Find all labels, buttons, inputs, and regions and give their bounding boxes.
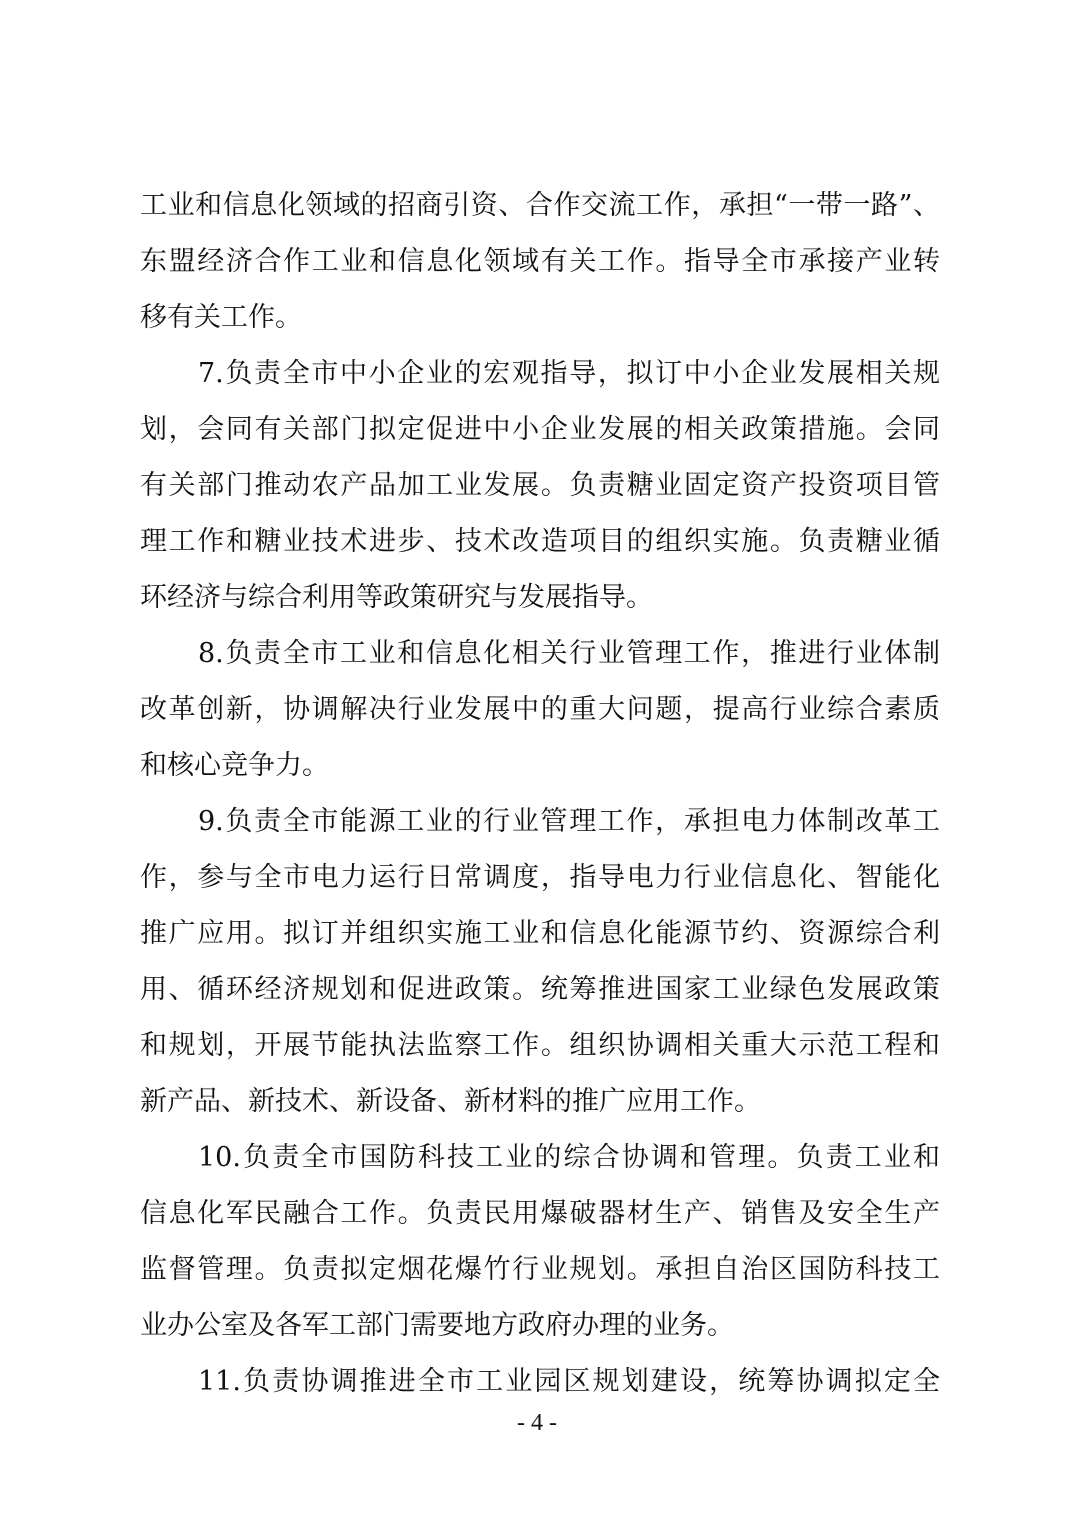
paragraph-first-line: 9.负责全市能源工业的行业管理工作，承担电力体制改革工 [198, 806, 940, 837]
paragraph-first-line: 7.负责全市中小企业的宏观指导，拟订中小企业发展相关规 [198, 358, 940, 389]
text-line: 推广应用。拟订并组织实施工业和信息化能源节约、资源综合利 [140, 918, 940, 949]
text-line: 环经济与综合利用等政策研究与发展指导。 [140, 582, 653, 613]
text-line: 和核心竞争力。 [140, 750, 329, 781]
text-line: 监督管理。负责拟定烟花爆竹行业规划。承担自治区国防科技工 [140, 1254, 940, 1285]
text-line: 理工作和糖业技术进步、技术改造项目的组织实施。负责糖业循 [140, 526, 940, 557]
text-line: 信息化军民融合工作。负责民用爆破器材生产、销售及安全生产 [140, 1198, 940, 1229]
paragraph-first-line: 10.负责全市国防科技工业的综合协调和管理。负责工业和 [198, 1142, 940, 1173]
text-line: 作，参与全市电力运行日常调度，指导电力行业信息化、智能化 [140, 862, 940, 893]
text-line: 移有关工作。 [140, 302, 302, 333]
text-line: 东盟经济合作工业和信息化领域有关工作。指导全市承接产业转 [140, 246, 940, 277]
text-line: 用、循环经济规划和促进政策。统筹推进国家工业绿色发展政策 [140, 974, 940, 1005]
text-line: 新产品、新技术、新设备、新材料的推广应用工作。 [140, 1086, 761, 1117]
paragraph-first-line: 8.负责全市工业和信息化相关行业管理工作，推进行业体制 [198, 638, 940, 669]
text-line: 业办公室及各军工部门需要地方政府办理的业务。 [140, 1310, 734, 1341]
page-number: - 4 - [517, 1410, 557, 1436]
text-line: 和规划，开展节能执法监察工作。组织协调相关重大示范工程和 [140, 1030, 940, 1061]
text-line: 有关部门推动农产品加工业发展。负责糖业固定资产投资项目管 [140, 470, 940, 501]
paragraph-first-line: 11.负责协调推进全市工业园区规划建设，统筹协调拟定全 [198, 1366, 940, 1397]
text-line: 改革创新，协调解决行业发展中的重大问题，提高行业综合素质 [140, 694, 940, 725]
body-text [140, 178, 940, 1410]
text-line: 划，会同有关部门拟定促进中小企业发展的相关政策措施。会同 [140, 414, 940, 445]
text-line: 工业和信息化领域的招商引资、合作交流工作，承担“一带一路”、 [140, 190, 940, 221]
